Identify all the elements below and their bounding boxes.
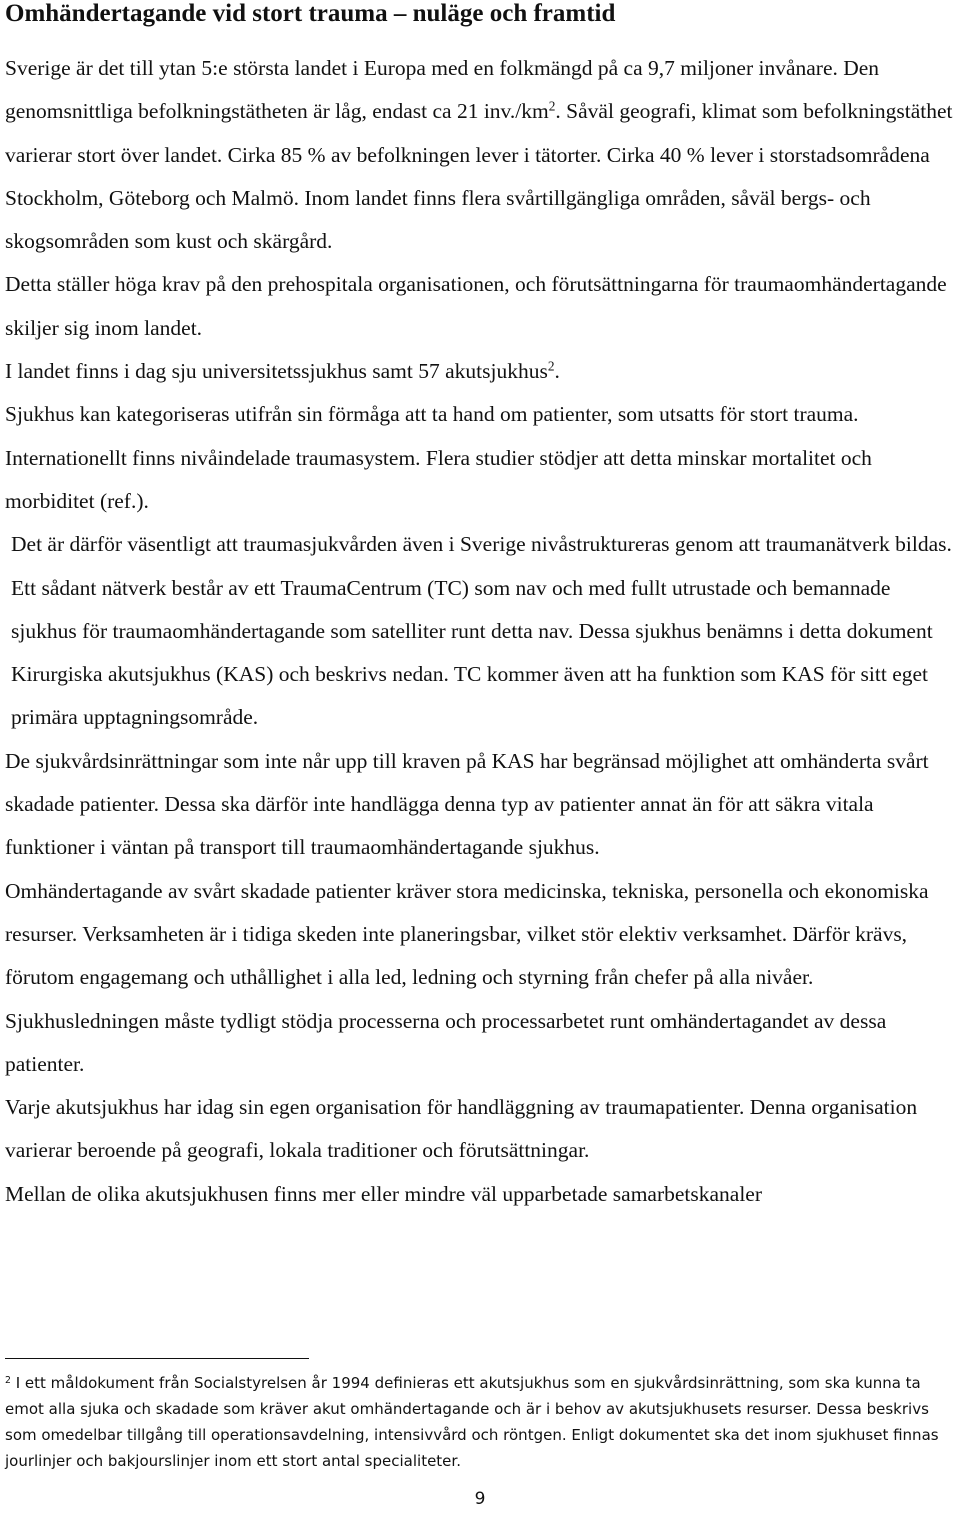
body-text [5, 47, 960, 1216]
paragraph-text: Mellan de olika akutsjukhusen finns mer eller mindre väl upparbetade samarbetskanaler [5, 1181, 763, 1206]
footnote-marker: 2 [5, 1374, 11, 1386]
paragraph-text: Detta ställer höga krav på den prehospitala organisationen, och förutsättningarna för traumaomhändertagande skiljer sig inom landet. [5, 272, 947, 340]
footnotes [5, 1370, 960, 1474]
page-title: Omhändertagande vid stort trauma – nuläge och framtid [5, 0, 616, 27]
paragraph-hospitals-count [5, 350, 960, 393]
paragraph-text: De sjukvårdsinrättningar som inte når upp till kraven på KAS har begränsad möjlighet att omhänderta svårt skadade patienter. Dessa ska därför inte handlägga denna typ av patienter annat än för att säkra vitala funktioner i väntan på transport till traumaomhändertagande sjukhus. [5, 748, 929, 860]
footnote-reference[interactable]: 2 [547, 358, 555, 374]
paragraph-text-continued: . [554, 359, 560, 384]
paragraph-text: Varje akutsjukhus har idag sin egen organisation för handläggning av traumapatienter. Denna organisation varierar beroende på geografi, lokala traditioner och förutsättningar. [5, 1095, 918, 1163]
footnote-text: I ett måldokument från Socialstyrelsen år 1994 definieras ett akutsjukhus som en sjukvårdsinrättning, som ska kunna ta emot alla sjuka och skadade som kräver akut omhändertagande och är i behov av akutsjukhusets resurser. Dessa beskrivs som omedelbar tillgång till operationsavdelning, intensivvård och röntgen. Enligt dokumentet ska det inom sjukhuset finnas jourlinjer och bakjourslinjer inom ett stort antal specialiteter. [5, 1374, 939, 1470]
paragraph-text: Omhändertagande av svårt skadade patienter kräver stora medicinska, tekniska, personella och ekonomiska resurser. Verksamheten är i tidiga skeden inte planeringsbar, vilket stör elektiv verksamhet. Därför krävs, förutom engagemang och uthållighet i alla led, ledning och styrning från chefer på alla nivåer. Sjukhusledningen måste tydligt stödja processerna och processarbetet runt omhändertagandet av dessa patienter. [5, 878, 929, 1076]
paragraph-collaboration [5, 1173, 960, 1216]
paragraph-text: Sverige är det till ytan 5:e största landet i Europa med en folkmängd på ca 9,7 miljoner invånare. Den genomsnittliga befolkningstätheten är låg, endast ca 21 inv./km [5, 56, 880, 124]
paragraph-prehospital [5, 263, 960, 350]
paragraph-text: I landet finns i dag sju universitetssjukhus samt 57 akutsjukhus [5, 359, 548, 384]
paragraph-resources [5, 870, 960, 1086]
footnote-reference[interactable]: 2 [548, 98, 556, 114]
paragraph-organisation [5, 1086, 960, 1173]
paragraph-limited-capability [5, 740, 960, 870]
paragraph-text-continued: . Såväl geografi, klimat som befolkningstäthet varierar stort över landet. Cirka 85 % av befolkningen lever i tätorter. Cirka 40 % lever i storstadsområdena Stockholm, Göteborg och Malmö. Inom landet finns flera svårtillgängliga områden, såväl bergs- och skogsområden som kust och skärgård. [5, 99, 953, 254]
paragraph-text: Det är därför väsentligt att traumasjukvården även i Sverige nivåstruktureras genom att traumanätverk bildas. Ett sådant nätverk består av ett TraumaCentrum (TC) som nav och med fullt utrustade och bemannade sjukhus för traumaomhändertagande som satelliter runt detta nav. Dessa sjukhus benämns i detta dokument Kirurgiska akutsjukhus (KAS) och beskrivs nedan. TC kommer även att ha funktion som KAS för sitt eget primära upptagningsområde. [11, 532, 952, 730]
footnote-2 [5, 1370, 960, 1474]
paragraph-text: Sjukhus kan kategoriseras utifrån sin förmåga att ta hand om patienter, som utsatts för stort trauma. Internationellt finns nivåindelade traumasystem. Flera studier stödjer att detta minskar mortalitet och morbiditet (ref.). [5, 402, 872, 513]
paragraph-population [5, 47, 960, 263]
page-number: 9 [474, 1489, 486, 1509]
footnote-divider [5, 1358, 309, 1359]
paragraph-trauma-network [5, 523, 960, 739]
paragraph-categorization [5, 393, 960, 523]
